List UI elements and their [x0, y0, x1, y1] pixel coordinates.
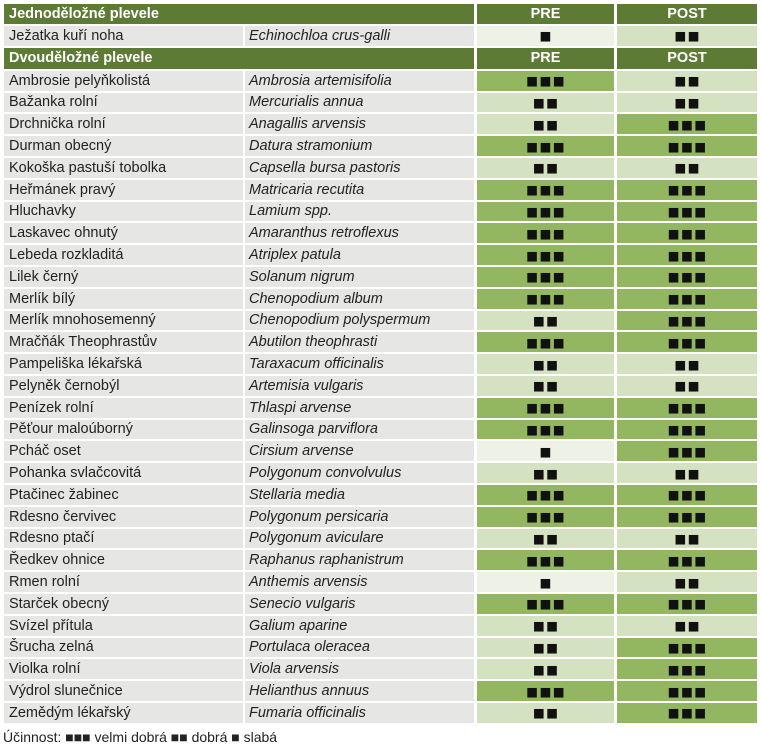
latin-name: Artemisia vulgaris	[245, 376, 474, 396]
pre-rating: ■■	[477, 529, 614, 549]
latin-name: Chenopodium polyspermum	[245, 311, 474, 331]
weed-row	[4, 398, 757, 418]
common-name: Pelyněk černobýl	[4, 376, 243, 396]
monocots-header-label: Jednoděložné plevele	[4, 4, 474, 24]
latin-name: Anagallis arvensis	[245, 114, 474, 134]
weed-row	[4, 463, 757, 483]
latin-name: Viola arvensis	[245, 659, 474, 679]
post-rating: ■■■	[617, 485, 757, 505]
post-rating: ■■■	[617, 136, 757, 156]
latin-name: Polygonum convolvulus	[245, 463, 474, 483]
weed-row	[4, 136, 757, 156]
latin-name: Lamium spp.	[245, 202, 474, 222]
pre-rating: ■■	[477, 376, 614, 396]
latin-name: Thlaspi arvense	[245, 398, 474, 418]
post-rating: ■■■	[617, 659, 757, 679]
latin-name: Echinochloa crus-galli	[245, 26, 474, 46]
post-rating: ■■■	[617, 267, 757, 287]
weed-row	[4, 376, 757, 396]
pre-rating: ■■■	[477, 507, 614, 527]
common-name: Pohanka svlačcovitá	[4, 463, 243, 483]
weed-row	[4, 114, 757, 134]
post-rating: ■■	[617, 158, 757, 178]
common-name: Durman obecný	[4, 136, 243, 156]
pre-rating: ■■	[477, 93, 614, 113]
weed-row	[4, 245, 757, 265]
latin-name: Amaranthus retroflexus	[245, 223, 474, 243]
common-name: Ředkev ohnice	[4, 550, 243, 570]
post-rating: ■■■	[617, 398, 757, 418]
common-name: Kokoška pastuší tobolka	[4, 158, 243, 178]
weed-row	[4, 71, 757, 91]
latin-name: Datura stramonium	[245, 136, 474, 156]
post-column-header: POST	[617, 48, 757, 69]
post-rating: ■■■	[617, 245, 757, 265]
common-name: Violka rolní	[4, 659, 243, 679]
latin-name: Capsella bursa pastoris	[245, 158, 474, 178]
monocots-header-row	[4, 4, 757, 24]
post-rating: ■■■	[617, 507, 757, 527]
weed-row	[4, 267, 757, 287]
post-column-header: POST	[617, 4, 757, 24]
post-rating: ■■	[617, 354, 757, 374]
weed-row	[4, 332, 757, 352]
pre-column-header: PRE	[477, 48, 614, 69]
latin-name: Galinsoga parviflora	[245, 420, 474, 440]
common-name: Merlík mnohosemenný	[4, 311, 243, 331]
pre-rating: ■■■	[477, 485, 614, 505]
weed-row	[4, 420, 757, 440]
latin-name: Senecio vulgaris	[245, 594, 474, 614]
weed-row	[4, 93, 757, 113]
latin-name: Cirsium arvense	[245, 441, 474, 461]
post-rating: ■■■	[617, 332, 757, 352]
pre-rating: ■■	[477, 354, 614, 374]
pre-rating: ■■■	[477, 594, 614, 614]
weed-row	[4, 180, 757, 200]
post-rating: ■■■	[617, 202, 757, 222]
latin-name: Fumaria officinalis	[245, 703, 474, 723]
weed-row	[4, 638, 757, 658]
weed-row	[4, 659, 757, 679]
pre-rating: ■	[477, 441, 614, 461]
post-rating: ■■	[617, 463, 757, 483]
latin-name: Raphanus raphanistrum	[245, 550, 474, 570]
pre-column-header: PRE	[477, 4, 614, 24]
common-name: Rmen rolní	[4, 572, 243, 592]
common-name: Lebeda rozkladitá	[4, 245, 243, 265]
post-rating: ■■	[617, 26, 757, 46]
pre-rating: ■■	[477, 659, 614, 679]
weed-row	[4, 485, 757, 505]
post-rating: ■■■	[617, 681, 757, 701]
common-name: Laskavec ohnutý	[4, 223, 243, 243]
post-rating: ■■■	[617, 114, 757, 134]
weed-row	[4, 289, 757, 309]
pre-rating: ■■■	[477, 180, 614, 200]
latin-name: Mercurialis annua	[245, 93, 474, 113]
pre-rating: ■■■	[477, 550, 614, 570]
pre-rating: ■■	[477, 311, 614, 331]
latin-name: Solanum nigrum	[245, 267, 474, 287]
post-rating: ■■■	[617, 289, 757, 309]
common-name: Ježatka kuří noha	[4, 26, 243, 46]
weed-row	[4, 616, 757, 636]
pre-rating: ■■■	[477, 202, 614, 222]
latin-name: Helianthus annuus	[245, 681, 474, 701]
herbicide-efficacy-table	[4, 4, 757, 723]
post-rating: ■■	[617, 71, 757, 91]
pre-rating: ■■	[477, 638, 614, 658]
common-name: Pampeliška lékařská	[4, 354, 243, 374]
pre-rating: ■■■	[477, 223, 614, 243]
pre-rating: ■■	[477, 114, 614, 134]
latin-name: Polygonum persicaria	[245, 507, 474, 527]
pre-rating: ■■■	[477, 681, 614, 701]
post-rating: ■■■	[617, 441, 757, 461]
pre-rating: ■■	[477, 463, 614, 483]
dicots-header-label: Dvouděložné plevele	[4, 48, 474, 69]
post-rating: ■■■	[617, 420, 757, 440]
common-name: Zemědým lékařský	[4, 703, 243, 723]
pre-rating: ■■	[477, 158, 614, 178]
common-name: Starček obecný	[4, 594, 243, 614]
weed-row	[4, 507, 757, 527]
post-rating: ■■	[617, 93, 757, 113]
weed-row	[4, 223, 757, 243]
latin-name: Matricaria recutita	[245, 180, 474, 200]
post-rating: ■■■	[617, 550, 757, 570]
post-rating: ■■	[617, 572, 757, 592]
post-rating: ■■■	[617, 594, 757, 614]
pre-rating: ■■■	[477, 136, 614, 156]
weed-row	[4, 311, 757, 331]
weed-row	[4, 202, 757, 222]
post-rating: ■■■	[617, 223, 757, 243]
weed-row	[4, 26, 757, 46]
pre-rating: ■■	[477, 616, 614, 636]
weed-row	[4, 681, 757, 701]
common-name: Pcháč oset	[4, 441, 243, 461]
weed-row	[4, 529, 757, 549]
common-name: Penízek rolní	[4, 398, 243, 418]
pre-rating: ■	[477, 572, 614, 592]
common-name: Merlík bílý	[4, 289, 243, 309]
pre-rating: ■■■	[477, 332, 614, 352]
latin-name: Abutilon theophrasti	[245, 332, 474, 352]
pre-rating: ■■■	[477, 245, 614, 265]
weed-row	[4, 158, 757, 178]
post-rating: ■■■	[617, 311, 757, 331]
common-name: Šrucha zelná	[4, 638, 243, 658]
post-rating: ■■■	[617, 638, 757, 658]
latin-name: Taraxacum officinalis	[245, 354, 474, 374]
weed-row	[4, 572, 757, 592]
pre-rating: ■■■	[477, 71, 614, 91]
post-rating: ■■■	[617, 703, 757, 723]
weed-row	[4, 594, 757, 614]
latin-name: Anthemis arvensis	[245, 572, 474, 592]
pre-rating: ■■■	[477, 267, 614, 287]
common-name: Drchnička rolní	[4, 114, 243, 134]
latin-name: Atriplex patula	[245, 245, 474, 265]
weed-row	[4, 703, 757, 723]
pre-rating: ■■	[477, 703, 614, 723]
common-name: Hluchavky	[4, 202, 243, 222]
common-name: Ambrosie pelyňkolistá	[4, 71, 243, 91]
weed-row	[4, 550, 757, 570]
weed-row	[4, 354, 757, 374]
latin-name: Galium aparine	[245, 616, 474, 636]
common-name: Svízel přítula	[4, 616, 243, 636]
post-rating: ■■	[617, 529, 757, 549]
pre-rating: ■■■	[477, 289, 614, 309]
common-name: Ptačinec žabinec	[4, 485, 243, 505]
dicots-header-row	[4, 48, 757, 69]
efficacy-legend: Účinnost: ■■■ velmi dobrá ■■ dobrá ■ slabá	[3, 729, 278, 745]
common-name: Pěťour maloúborný	[4, 420, 243, 440]
latin-name: Stellaria media	[245, 485, 474, 505]
pre-rating: ■■■	[477, 420, 614, 440]
pre-rating: ■■■	[477, 398, 614, 418]
common-name: Lilek černý	[4, 267, 243, 287]
post-rating: ■■■	[617, 180, 757, 200]
common-name: Rdesno červivec	[4, 507, 243, 527]
common-name: Rdesno ptačí	[4, 529, 243, 549]
latin-name: Portulaca oleracea	[245, 638, 474, 658]
pre-rating: ■	[477, 26, 614, 46]
common-name: Mračňák Theophrastův	[4, 332, 243, 352]
post-rating: ■■	[617, 616, 757, 636]
latin-name: Ambrosia artemisifolia	[245, 71, 474, 91]
latin-name: Polygonum aviculare	[245, 529, 474, 549]
common-name: Výdrol slunečnice	[4, 681, 243, 701]
post-rating: ■■	[617, 376, 757, 396]
common-name: Heřmánek pravý	[4, 180, 243, 200]
common-name: Bažanka rolní	[4, 93, 243, 113]
weed-row	[4, 441, 757, 461]
latin-name: Chenopodium album	[245, 289, 474, 309]
